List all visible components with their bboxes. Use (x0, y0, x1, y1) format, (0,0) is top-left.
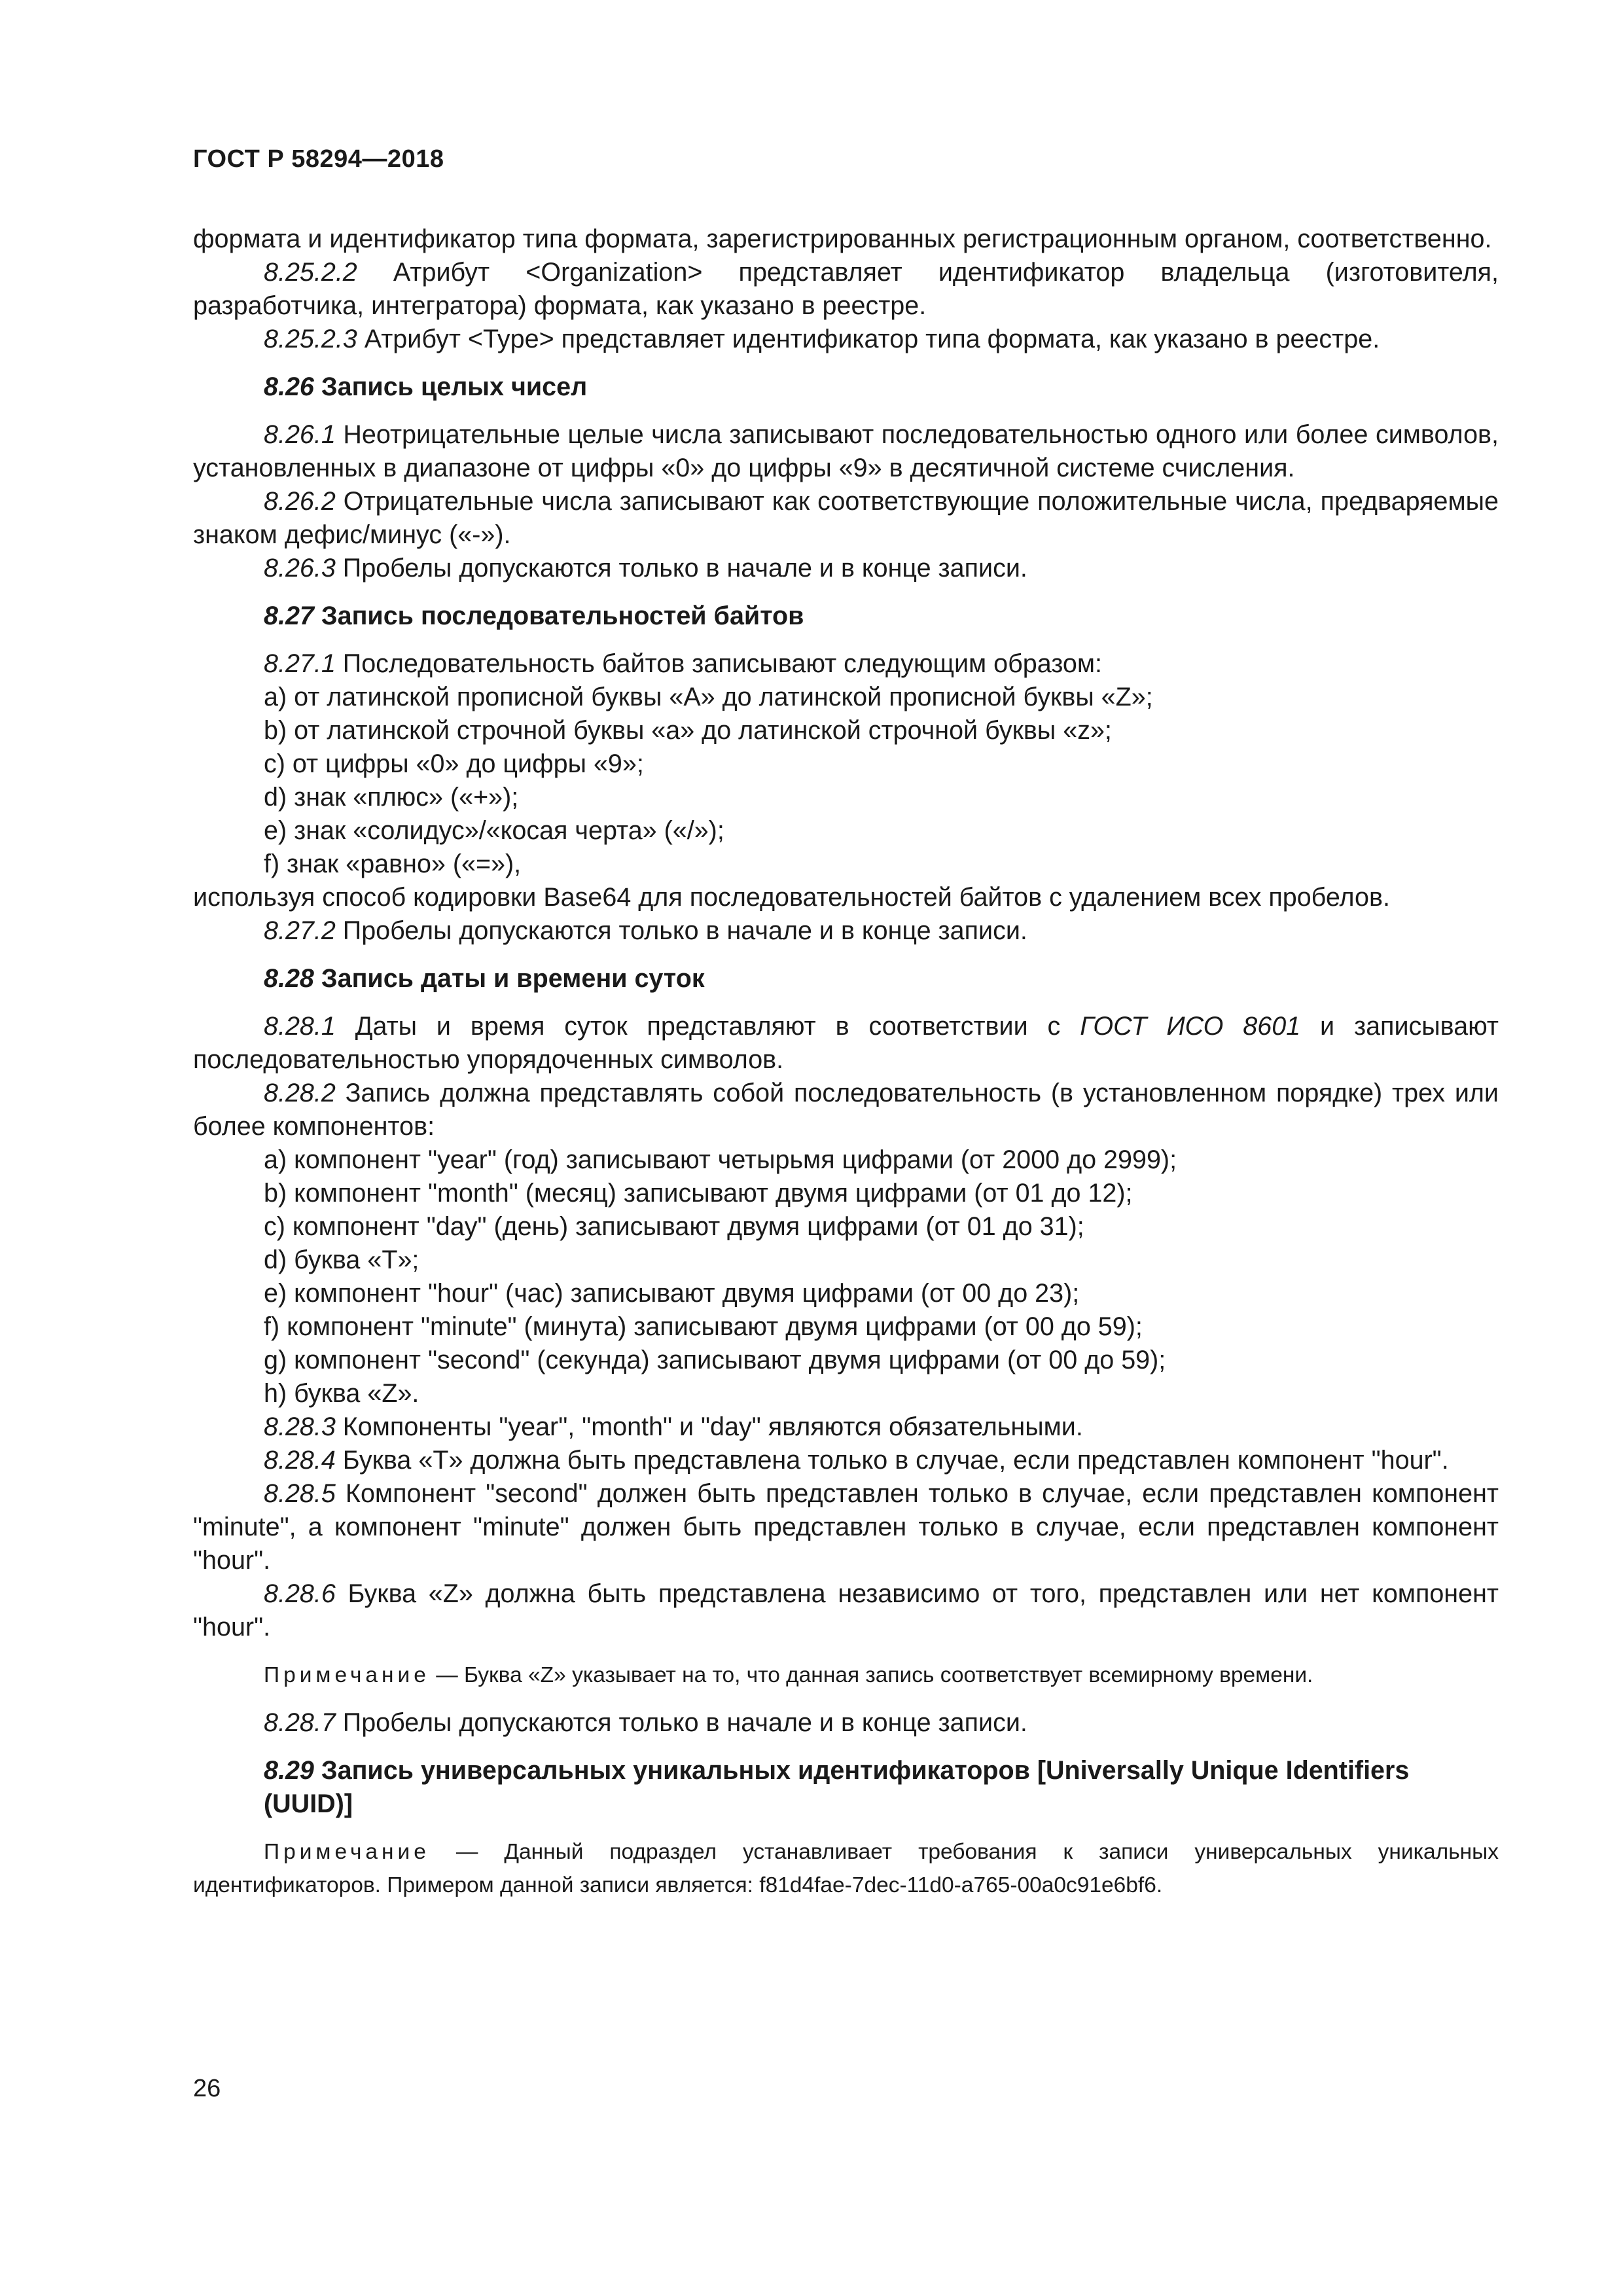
list-item: d) знак «плюс» («+»); (264, 783, 519, 812)
paragraph-8-27-1 (193, 647, 1499, 681)
clause-number: 8.28.6 (264, 1579, 336, 1608)
clause-number: 8.27.2 (264, 916, 336, 945)
standard-reference: ГОСТ ИСО 8601 (1080, 1012, 1301, 1041)
paragraph-8-28-5 (193, 1477, 1499, 1577)
clause-text: Пробелы допускаются только в начале и в конце записи. (335, 554, 1027, 583)
list-item: g) компонент "second" (секунда) записывают двумя цифрами (от 00 до 59); (264, 1346, 1166, 1374)
section-title: Запись универсальных уникальных идентификаторов [Universally Unique Identifiers (UUID)] (264, 1756, 1410, 1818)
section-heading-8-29 (193, 1754, 1499, 1821)
list-item: c) от цифры «0» до цифры «9»; (264, 749, 644, 778)
list-item: e) компонент "hour" (час) записывают двумя цифрами (от 00 до 23); (264, 1279, 1080, 1308)
clause-text: Пробелы допускаются только в начале и в конце записи. (335, 916, 1027, 945)
paragraph-8-26-2 (193, 485, 1499, 552)
clause-text: Пробелы допускаются только в начале и в конце записи. (335, 1708, 1027, 1737)
clause-number: 8.25.2.3 (264, 325, 357, 353)
clause-text: и записывают последовательностью упорядоченных символов. (193, 1012, 1499, 1074)
paragraph-continuation: формата и идентификатор типа формата, зарегистрированных регистрационным органом, соответственно. (193, 224, 1492, 253)
paragraph-8-28-7 (193, 1706, 1499, 1740)
list-item: h) буква «Z». (264, 1379, 419, 1408)
document-header: ГОСТ Р 58294—2018 (193, 145, 444, 173)
clause-text: Даты и время суток представляют в соответствии с (335, 1012, 1080, 1041)
section-heading-8-28 (193, 962, 1499, 996)
clause-number: 8.28.5 (264, 1479, 336, 1508)
section-title: Запись целых чисел (313, 372, 588, 401)
paragraph-8-28-3 (193, 1410, 1499, 1444)
section-number: 8.28 (264, 964, 314, 993)
clause-number: 8.28.1 (264, 1012, 336, 1041)
paragraph-8-28-6 (193, 1577, 1499, 1644)
paragraph-8-25-2-3 (193, 323, 1499, 356)
list-item: e) знак «солидус»/«косая черта» («/»); (264, 816, 724, 845)
list-item: а) компонент "year" (год) записывают четырьмя цифрами (от 2000 до 2999); (264, 1145, 1177, 1174)
document-body (193, 223, 1499, 1902)
section-heading-8-26 (193, 370, 1499, 404)
list-item: d) буква «T»; (264, 1246, 419, 1274)
section-number: 8.29 (264, 1756, 314, 1785)
list-item: а) от латинской прописной буквы «A» до латинской прописной буквы «Z»; (264, 683, 1153, 711)
paragraph-8-28-1 (193, 1010, 1499, 1077)
clause-text: Запись должна представлять собой последовательность (в установленном порядке) трех или более компонентов: (193, 1079, 1499, 1141)
clause-text: Отрицательные числа записывают как соответствующие положительные числа, предваряемые знаком дефис/минус («-»). (193, 487, 1499, 549)
section-number: 8.27 (264, 601, 314, 630)
clause-number: 8.26.2 (264, 487, 336, 516)
clause-text: Атрибут <Organization> представляет идентификатор владельца (изготовителя, разработчика, интегратора) формата, как указано в реестре. (193, 258, 1499, 320)
paragraph-8-27-tail: используя способ кодировки Base64 для последовательностей байтов с удалением всех пробелов. (193, 883, 1390, 912)
clause-text: Компоненты "year", "month" и "day" являются обязательными. (335, 1412, 1083, 1441)
page-number: 26 (193, 2075, 221, 2102)
list-item: f) знак «равно» («=»), (264, 850, 522, 878)
clause-number: 8.25.2.2 (264, 258, 357, 287)
paragraph-8-27-2 (193, 914, 1499, 948)
list-item: b) компонент "month" (месяц) записывают двумя цифрами (от 01 до 12); (264, 1179, 1133, 1208)
note-8-28 (193, 1659, 1499, 1692)
clause-text: Последовательность байтов записывают следующим образом: (335, 649, 1103, 678)
paragraph-8-26-3 (193, 552, 1499, 585)
clause-number: 8.28.2 (264, 1079, 336, 1107)
list-item: f) компонент "minute" (минута) записывают двумя цифрами (от 00 до 59); (264, 1312, 1143, 1341)
paragraph-8-28-2 (193, 1077, 1499, 1143)
note-text: — Буква «Z» указывает на то, что данная запись соответствует всемирному времени. (429, 1663, 1313, 1687)
clause-number: 8.28.4 (264, 1446, 336, 1475)
note-label: Примечание (264, 1663, 430, 1687)
section-number: 8.26 (264, 372, 314, 401)
clause-number: 8.26.1 (264, 420, 336, 449)
clause-text: Атрибут <Type> представляет идентификатор типа формата, как указано в реестре. (357, 325, 1380, 353)
clause-text: Компонент "second" должен быть представлен только в случае, если представлен компонент "minute", а компонент "minute" должен быть представлен только в случае, если представлен компонент "hour". (193, 1479, 1499, 1575)
paragraph-8-26-1 (193, 418, 1499, 485)
paragraph-8-25-2-2 (193, 256, 1499, 323)
clause-text: Неотрицательные целые числа записывают последовательностью одного или более символов, установленных в диапазоне от цифры «0» до цифры «9» в десятичной системе счисления. (193, 420, 1499, 482)
list-item: c) компонент "day" (день) записывают двумя цифрами (от 01 до 31); (264, 1212, 1084, 1241)
clause-text: Буква «T» должна быть представлена только в случае, если представлен компонент "hour". (335, 1446, 1449, 1475)
note-text: — Данный подраздел устанавливает требования к записи универсальных уникальных идентификаторов. Примером данной записи является: f81d4fae-7dec-11d0-a765-00a0c91e6bf6. (193, 1840, 1499, 1897)
note-label: Примечание (264, 1840, 430, 1864)
section-title: Запись даты и времени суток (313, 964, 705, 993)
section-title: Запись последовательностей байтов (313, 601, 804, 630)
paragraph-8-28-4 (193, 1444, 1499, 1477)
note-8-29 (193, 1835, 1499, 1902)
clause-number: 8.26.3 (264, 554, 336, 583)
clause-number: 8.27.1 (264, 649, 336, 678)
clause-number: 8.28.7 (264, 1708, 336, 1737)
clause-text: Буква «Z» должна быть представлена независимо от того, представлен или нет компонент "hour". (193, 1579, 1499, 1641)
list-item: b) от латинской строчной буквы «a» до латинской строчной буквы «z»; (264, 716, 1112, 745)
section-heading-8-27 (193, 600, 1499, 633)
clause-number: 8.28.3 (264, 1412, 336, 1441)
